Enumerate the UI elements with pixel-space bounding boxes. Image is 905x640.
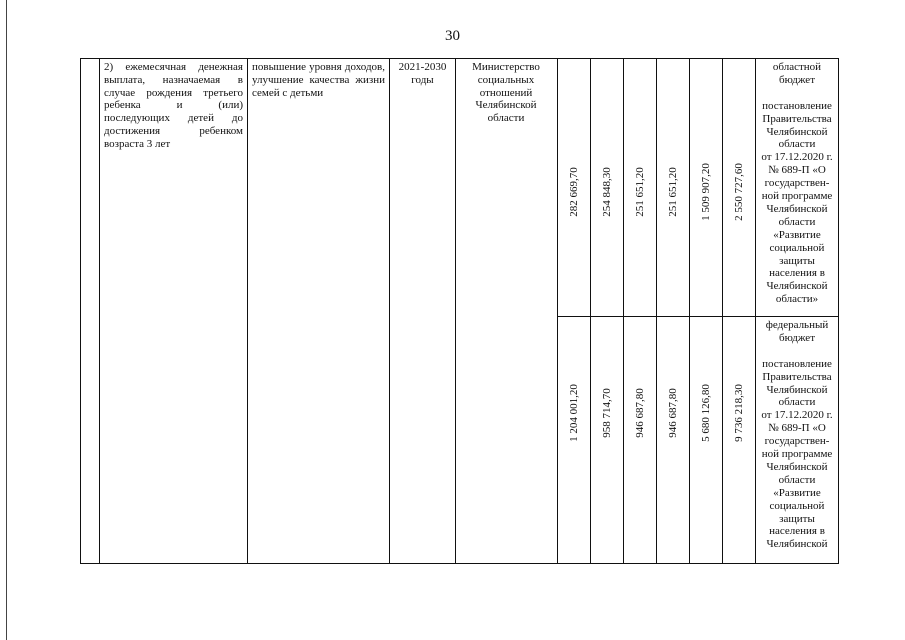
source-line: бюджет <box>779 331 815 344</box>
source-line: области <box>778 215 816 228</box>
column-divider <box>722 58 723 564</box>
regional-value-cell: 2 550 727,60 <box>733 163 745 221</box>
regional-value-cell: 1 509 907,20 <box>700 163 712 221</box>
source-line: населения в <box>769 525 825 538</box>
column-divider <box>623 58 624 564</box>
federal-value-cell: 958 714,70 <box>601 388 613 438</box>
column-divider <box>689 58 690 564</box>
goal-cell: повышение уровня доходов, улучшение качества жизни семей с детьми <box>252 61 385 99</box>
source-line: № 689-П «О <box>768 164 826 177</box>
source-line <box>757 345 837 358</box>
federal-value-cell: 5 680 126,80 <box>700 384 712 442</box>
source-line: Челябинской <box>766 538 828 551</box>
source-line: Челябинской <box>766 125 828 138</box>
column-divider <box>656 58 657 564</box>
source-line: области <box>778 138 816 151</box>
source-line: социальной <box>769 499 825 512</box>
source-line: бюджет <box>779 73 815 86</box>
page-number: 30 <box>445 28 460 44</box>
source-line: государствен- <box>764 177 830 190</box>
funding-row-divider <box>557 316 839 317</box>
federal-value-cell: 946 687,80 <box>634 388 646 438</box>
page-margin-rule <box>6 0 7 640</box>
measure-cell: 2) ежемесячная денежная выплата, назначаемая в случае рождения третьего ребенка и (или) последующих детей до достижения ребенком возраста 3 лет <box>104 61 243 150</box>
column-divider <box>455 58 456 564</box>
federal-value-cell: 946 687,80 <box>667 388 679 438</box>
regional-value-cell: 251 651,20 <box>667 167 679 217</box>
column-divider <box>99 58 100 564</box>
source-line: области» <box>775 293 819 306</box>
source-line: «Развитие <box>773 486 821 499</box>
table-right-border <box>838 58 839 564</box>
period-cell: 2021-2030 годы <box>398 61 447 86</box>
source-line: № 689-П «О <box>768 422 826 435</box>
source-line: защиты <box>779 512 815 525</box>
source-line: от 17.12.2020 г. <box>761 151 833 164</box>
source-line: Правительства <box>762 112 832 125</box>
federal-source-cell <box>757 319 837 551</box>
regional-value-cell: 254 848,30 <box>601 167 613 217</box>
source-line: защиты <box>779 254 815 267</box>
source-line: Челябинской <box>766 460 828 473</box>
table-left-border <box>80 58 81 564</box>
source-line: постановление <box>762 99 832 112</box>
column-divider <box>590 58 591 564</box>
source-line <box>757 87 837 100</box>
source-line: Челябинской <box>766 280 828 293</box>
source-line: области <box>778 396 816 409</box>
source-line: постановление <box>762 357 832 370</box>
source-line: от 17.12.2020 г. <box>761 409 833 422</box>
source-line: ной программе <box>761 448 833 461</box>
column-divider <box>755 58 756 564</box>
regional-value-cell: 251 651,20 <box>634 167 646 217</box>
column-divider <box>389 58 390 564</box>
source-line: Правительства <box>762 370 832 383</box>
column-divider <box>557 58 558 564</box>
source-line: Челябинской <box>766 383 828 396</box>
source-line: государствен- <box>764 435 830 448</box>
regional-source-cell <box>757 61 837 306</box>
source-line: федеральный <box>765 319 829 331</box>
column-divider <box>247 58 248 564</box>
source-line: социальной <box>769 241 825 254</box>
table-top-border <box>80 58 839 59</box>
source-line: «Развитие <box>773 228 821 241</box>
source-line: Челябинской <box>766 202 828 215</box>
source-line: ной программе <box>761 190 833 203</box>
table-bottom-border <box>80 563 839 564</box>
source-line: областной <box>772 61 822 73</box>
regional-value-cell: 282 669,70 <box>568 167 580 217</box>
source-line: области <box>778 473 816 486</box>
source-line: населения в <box>769 267 825 280</box>
executor-cell: Министерство социальных отношений Челябинской области <box>472 61 540 125</box>
federal-value-cell: 9 736 218,30 <box>733 384 745 442</box>
federal-value-cell: 1 204 001,20 <box>568 384 580 442</box>
